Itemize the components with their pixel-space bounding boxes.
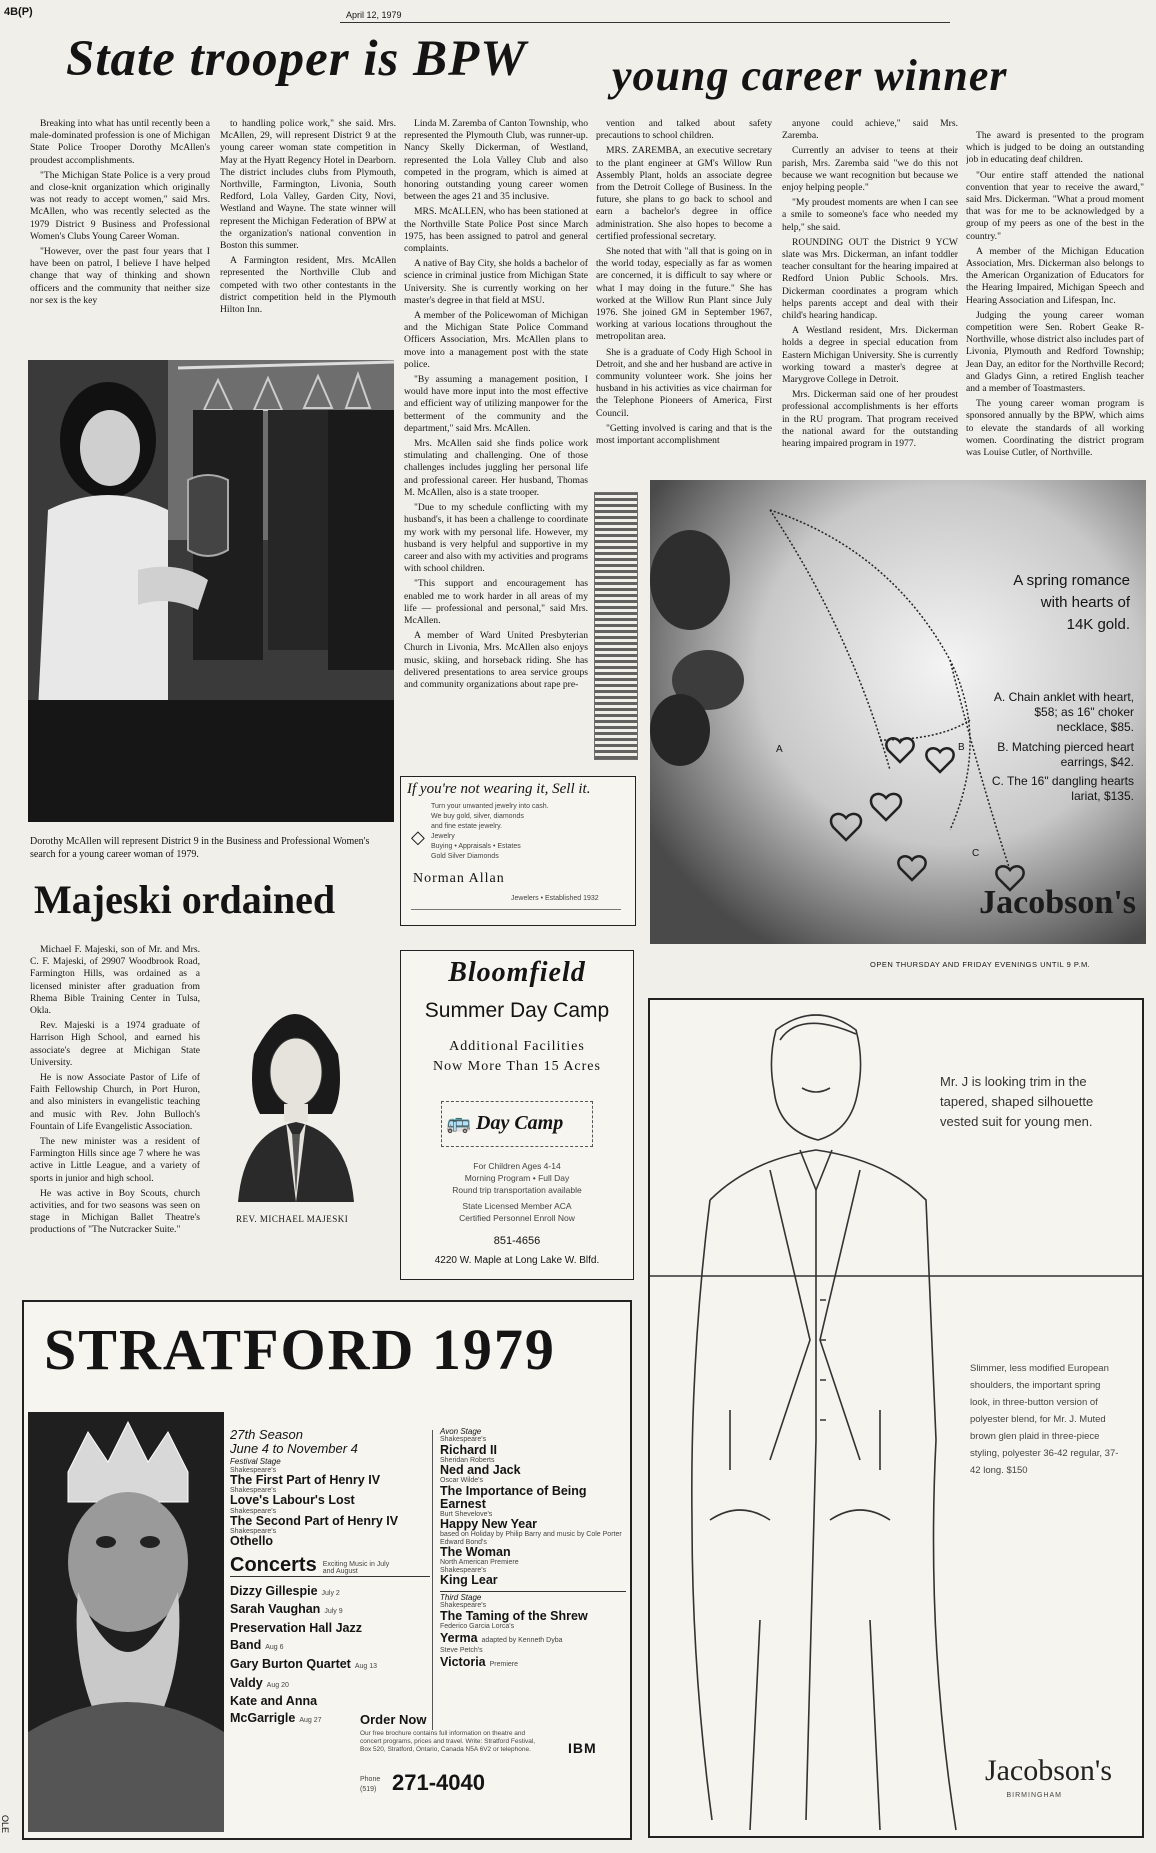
story-paragraph: A native of Bay City, she holds a bachelor of science in criminal justice from Michigan State University. She is currently working on her master's degree in that field at MSU. bbox=[404, 258, 588, 306]
majeski-story bbox=[30, 944, 200, 1284]
jacobsons-suit-ad bbox=[648, 998, 1144, 1838]
norman-ad-name: Norman Allan bbox=[413, 871, 505, 886]
camp-line2: Now More Than 15 Acres bbox=[433, 1059, 601, 1074]
story-paragraph: She is a graduate of Cody High School in Detroit, and she and her husband are active in community volunteer work. She joins her husband in his activities as vice chairman for the Telephone Pioneers of America, First Council. bbox=[596, 346, 772, 419]
norman-ad-footer: Jewelers • Established 1932 bbox=[511, 895, 599, 902]
play-title: Love's Labour's Lost bbox=[230, 1493, 355, 1508]
story-paragraph: Mrs. Dickerman said one of her proudest professional accomplishments is her efforts in the RU program. That program received the national award for the outstanding hearing impaired program in 1977. bbox=[782, 389, 958, 450]
play-note: North American Premiere bbox=[440, 1559, 519, 1567]
story-paragraph: Currently an adviser to teens at their parish, Mrs. Zaremba said "we do this not because we want recognition but because we enjoy helping people." bbox=[782, 145, 958, 194]
play-title: The First Part of Henry IV bbox=[230, 1473, 381, 1488]
majeski-portrait bbox=[224, 984, 368, 1202]
phone-label: Phone bbox=[360, 1776, 381, 1783]
story-paragraph: ROUNDING OUT the District 9 YCW slate was Mrs. Dickerman, an infant toddler teacher consultant for the hearing impaired at Redford Union Public Schools. Mrs. Dickerman coordinates a program which helps parents accept and deal with their child's hearing handicap. bbox=[782, 236, 958, 322]
majeski-paragraph: The new minister was a resident of Farmington Hills since age 7 where he was active in Little League, and a variety of sports in junior and high school. bbox=[30, 1136, 200, 1184]
story-paragraph: A Farmington resident, Mrs. McAllen represented the Northville Club and competed with two other contestants in the district competition held in the Plymouth Hilton Inn. bbox=[220, 255, 396, 316]
concert-date: July 9 bbox=[324, 1608, 343, 1616]
jewelry-brand: Jacobson's bbox=[979, 884, 1136, 921]
camp-address: 4220 W. Maple at Long Lake W. Blfd. bbox=[434, 1255, 600, 1266]
play-author: Shakespeare's bbox=[230, 1507, 277, 1515]
norman-ad-line: Turn your unwanted jewelry into cash. bbox=[431, 803, 549, 810]
jacobsons-jewelry-ad bbox=[650, 480, 1146, 944]
play-author: Burt Shevelove's bbox=[440, 1510, 493, 1518]
concert-item bbox=[230, 1693, 380, 1727]
stratford-dates: June 4 to November 4 bbox=[230, 1440, 358, 1456]
play-note: based on Holiday by Philip Barry and music by Cole Porter bbox=[440, 1531, 622, 1539]
majeski-paragraph: He was active in Boy Scouts, church activities, and for two seasons was seen on stage in Michigan Ballet Theatre's productions of "The Nutcracker Suite." bbox=[30, 1187, 200, 1236]
jewelry-headline-3: 14K gold. bbox=[1066, 616, 1130, 633]
camp-info: Morning Program • Full Day bbox=[464, 1173, 570, 1183]
norman-ad-rule bbox=[411, 909, 621, 910]
concert-name: Valdy bbox=[230, 1675, 263, 1690]
trooper-photo-caption: Dorothy McAllen will represent District 9 in the Business and Professional Women's search for a young career woman of 1979. bbox=[30, 836, 370, 860]
stratford-title: STRATFORD 1979 bbox=[44, 1317, 556, 1382]
concert-item bbox=[230, 1620, 370, 1654]
play-author: Shakespeare's bbox=[230, 1487, 277, 1495]
order-now-label: Order Now bbox=[360, 1712, 427, 1727]
camp-info: For Children Ages 4-14 bbox=[473, 1161, 561, 1171]
story-paragraph: The award is presented to the program which is judged to be doing an outstanding job in educating deaf children. bbox=[966, 130, 1144, 166]
third-stage-label: Third Stage bbox=[440, 1591, 626, 1602]
jewelry-item-b: B. Matching pierced heart earrings, $42. bbox=[997, 740, 1134, 769]
story-paragraph: "My proudest moments are when I can see a smile to someone's face who needed my help," she said. bbox=[782, 197, 958, 233]
bus-icon: 🚌 bbox=[446, 1112, 471, 1134]
jewelry-item-c: C. The 16" dangling hearts lariat, $135. bbox=[991, 774, 1134, 803]
play-author: Oscar Wilde's bbox=[440, 1477, 483, 1485]
diamond-icon: ◇ bbox=[411, 827, 425, 847]
story-column-1 bbox=[30, 118, 210, 358]
story-paragraph: anyone could achieve," said Mrs. Zaremba. bbox=[782, 118, 958, 142]
king-bust-art bbox=[28, 1412, 224, 1832]
camp-line1: Additional Facilities bbox=[449, 1039, 585, 1054]
majeski-paragraph: He is now Associate Pastor of Life of Faith Fellowship Church, in Port Huron, and also ministers in evangelistic teaching and music with Rev. John Bulloch's Fountain of Life Evangelistic Association. bbox=[30, 1072, 200, 1132]
majeski-paragraph: Rev. Majeski is a 1974 graduate of Harrison High School, and earned his associate's degree at Michigan State University. bbox=[30, 1020, 200, 1068]
norman-ad-line: We buy gold, silver, diamonds bbox=[431, 813, 524, 820]
story-paragraph: "This support and encouragement has enabled me to work harder in all areas of my life — professional and personal," said Mrs. McAllen. bbox=[404, 578, 588, 626]
stratford-victoria-line bbox=[440, 1654, 626, 1671]
story-paragraph: "Due to my schedule conflicting with my husband's, it has been a challenge to coordinate my work with my personal life. However, my husband is very helpful and supportive in my career and also with my activities and programs with school children. bbox=[404, 502, 588, 575]
stratford-ad bbox=[22, 1300, 632, 1840]
majeski-caption: REV. MICHAEL MAJESKI bbox=[236, 1214, 349, 1224]
ornament-border bbox=[594, 492, 638, 760]
camp-logo bbox=[441, 1101, 593, 1147]
story-paragraph: "However, over the past four years that I have been on patrol, I believe I have helped change that way of thinking and shown officers and the community that neither size nor sex is the key bbox=[30, 246, 210, 306]
page-date: April 12, 1979 bbox=[346, 10, 402, 20]
story-paragraph: MRS. ZAREMBA, an executive secretary to the plant engineer at GM's Willow Run Assembly Plant, holds an associate degree from the Detroit College of Business. In the future, she plans to go back to school and earn a bachelor's degree in office administration. She also hopes to become a certified professional secretary. bbox=[596, 145, 772, 242]
story-column-4 bbox=[596, 118, 772, 470]
play-author: Federico Garcia Lorca's bbox=[440, 1622, 515, 1630]
camp-phone: 851-4656 bbox=[493, 1235, 541, 1247]
avon-stage-label: Avon Stage bbox=[440, 1427, 482, 1436]
jewelry-label-c: C bbox=[972, 848, 980, 859]
concert-name: Gary Burton Quartet bbox=[230, 1656, 351, 1671]
norman-ad-line: Jewelry bbox=[431, 833, 455, 840]
page-number: 4B(P) bbox=[4, 6, 33, 18]
ibm-logo: IBM bbox=[568, 1740, 597, 1756]
play-author: Shakespeare's bbox=[440, 1566, 487, 1574]
jewelry-label-a: A bbox=[776, 744, 783, 755]
camp-title: Summer Day Camp bbox=[424, 999, 610, 1022]
play-title: The Woman bbox=[440, 1545, 511, 1560]
story-paragraph: "By assuming a management position, I would have more input into the most effective and efficient way of utilizing manpower for the betterment of the community and the department," said Mrs. McAllen. bbox=[404, 374, 588, 434]
story-paragraph: "Our entire staff attended the national convention that year to receive the award," said Mrs. Dickerman. "What a proud moment that was for me to be acknowledged by a group of my peers as one of the best in the country." bbox=[966, 169, 1144, 242]
play-author: Steve Petch's bbox=[440, 1647, 483, 1655]
concert-date: Aug 27 bbox=[299, 1717, 322, 1725]
jewelry-headline-1: A spring romance bbox=[1013, 572, 1130, 589]
concert-date: Aug 6 bbox=[265, 1643, 284, 1651]
story-paragraph: to handling police work," she said. Mrs. McAllen, 29, will represent District 9 at the young career woman state competition in May at the Hyatt Regency Hotel in Dearborn. The district includes clubs from Plymouth, Northville, Farmington, Livonia, South Redford, Lola Valley, Garden City, Novi, Westland and Wayne. The state winner will represent the Michigan Federation of BPW at the organization's national convention in Boston this summer. bbox=[220, 118, 396, 252]
concert-date: July 2 bbox=[321, 1589, 340, 1597]
norman-ad-heading: If you're not wearing it, Sell it. bbox=[407, 781, 591, 797]
side-number: OLE bbox=[0, 1815, 10, 1834]
trooper-photo-art bbox=[28, 360, 394, 822]
story-paragraph: A member of the Michigan Education Association, Mrs. Dickerman also belongs to the American Organization of Educators for the Hearing Impaired, Michigan Speech and Hearing Association and Lifespan, Inc. bbox=[966, 245, 1144, 306]
phone-number: 271-4040 bbox=[392, 1770, 485, 1795]
suit-brand: Jacobson's bbox=[984, 1754, 1112, 1787]
story-paragraph: She noted that with "all that is going on in the world today, especially as far as women are concerned, it is difficult to say where or what I may doing in the future." She has worked at the Willow Run Plant since July 1976. She joined GM in September 1967, working at various locations throughout the metropolitan area. bbox=[596, 246, 772, 343]
concert-name: Sarah Vaughan bbox=[230, 1602, 321, 1617]
suit-sub: BIRMINGHAM bbox=[1006, 1792, 1062, 1799]
story-paragraph: "The Michigan State Police is a very proud and close-knit organization which originally was not ready to accept women," said Mrs. McAllen, who was recently selected as the 1979 District 9 Business and Professional Women's Clubs Young Career Woman. bbox=[30, 169, 210, 242]
camp-brand: Bloomfield bbox=[448, 957, 586, 988]
concerts-header bbox=[230, 1555, 430, 1577]
header-rule bbox=[340, 22, 950, 23]
stratford-season: 27th Season bbox=[230, 1427, 304, 1442]
festival-stage-label: Festival Stage bbox=[230, 1457, 281, 1467]
play-title: Ned and Jack bbox=[440, 1463, 521, 1478]
play-title: Othello bbox=[230, 1534, 274, 1549]
story-paragraph: vention and talked about safety precautions to school children. bbox=[596, 118, 772, 142]
play-title: Richard II bbox=[440, 1442, 497, 1457]
play-author: Shakespeare's bbox=[230, 1466, 277, 1474]
play-title: Victoria bbox=[440, 1655, 486, 1670]
play-note: adapted by Kenneth Dyba bbox=[481, 1637, 563, 1645]
story-column-5 bbox=[782, 118, 958, 470]
concert-date: Aug 13 bbox=[354, 1662, 378, 1670]
camp-logo-text: Day Camp bbox=[476, 1112, 564, 1134]
majeski-paragraph: Michael F. Majeski, son of Mr. and Mrs. C. F. Majeski, of 29907 Woodbrook Road, Farmington Hills, was ordained as a licensed minister after graduation from Rhema Bible Training Center in Tulsa, Okla. bbox=[30, 944, 200, 1017]
play-author: Edward Bond's bbox=[440, 1538, 487, 1546]
story-paragraph: MRS. McALLEN, who has been stationed at the Northville State Police Post since March 1975, has been assigned to patrol and general complaints. bbox=[404, 206, 588, 255]
story-paragraph: Breaking into what has until recently been a male-dominated profession is one of Michigan State Police Trooper Dorothy McAllen's proudest accomplishments. bbox=[30, 118, 210, 166]
jewelry-label-b: B bbox=[958, 742, 965, 753]
jewelry-item-a: A. Chain anklet with heart, $58; as 16" choker necklace, $85. bbox=[993, 690, 1134, 734]
concert-name: Kate and Anna McGarrigle bbox=[230, 1694, 318, 1726]
concert-name: Dizzy Gillespie bbox=[230, 1583, 318, 1598]
camp-info: Round trip transportation available bbox=[452, 1185, 582, 1195]
bloomfield-camp-ad bbox=[400, 950, 634, 1280]
concert-item bbox=[230, 1656, 430, 1673]
concert-item bbox=[230, 1675, 430, 1692]
play-author: Shakespeare's bbox=[440, 1602, 487, 1610]
story-paragraph: The young career woman program is sponsored annually by the BPW, which aims to elevate the standards of all working women. Coordinating the district program was Louise Cutler, of Northville. bbox=[966, 398, 1144, 459]
majeski-headline: Majeski ordained bbox=[34, 877, 336, 922]
camp-info: Certified Personnel Enroll Now bbox=[459, 1213, 575, 1223]
play-author: Shakespeare's bbox=[440, 1436, 487, 1444]
play-title: The Importance of Being Earnest bbox=[440, 1483, 587, 1511]
concert-name: Preservation Hall Jazz Band bbox=[230, 1621, 363, 1652]
stratford-yerma-line bbox=[440, 1630, 626, 1647]
majeski-portrait-art bbox=[224, 984, 368, 1202]
stratford-divider bbox=[432, 1430, 433, 1730]
story-paragraph: "Getting involved is caring and that is the most important accomplishment bbox=[596, 422, 772, 447]
story-column-2 bbox=[220, 118, 396, 358]
play-note: Premiere bbox=[489, 1661, 519, 1669]
norman-ad-line: and fine estate jewelry. bbox=[431, 823, 503, 830]
play-title: King Lear bbox=[440, 1572, 498, 1587]
main-headline-part1: State trooper is BPW bbox=[66, 31, 527, 87]
story-paragraph: A Westland resident, Mrs. Dickerman holds a degree in special education from Eastern Michigan University. She is currently working toward a master's degree at Marygrove College in Detroit. bbox=[782, 325, 958, 386]
concerts-note: Exciting Music in July and August bbox=[322, 1560, 390, 1576]
stratford-festival-column bbox=[230, 1428, 430, 1729]
stratford-avon-column bbox=[440, 1428, 626, 1671]
play-title: Happy New Year bbox=[440, 1517, 538, 1532]
suit-body: Slimmer, less modified European shoulders, the important spring look, in three-button version of polyester blend, for Mr. J. Muted brown glen plaid in three-piece styling, polyester 36-42 regular, 37-42 long. $150 bbox=[970, 1363, 1119, 1476]
jewelry-headline-2: with hearts of bbox=[1040, 594, 1130, 611]
concert-item bbox=[230, 1601, 430, 1618]
story-column-6 bbox=[966, 130, 1144, 470]
suit-copy: Mr. J is looking trim in the tapered, shaped silhouette vested suit for young men. bbox=[940, 1074, 1094, 1129]
story-paragraph: A member of the Policewoman of Michigan and the Michigan State Police Command Officers Association, Mrs. McAllen plans to move into a management post with the state police. bbox=[404, 310, 588, 370]
play-author: Sheridan Roberts bbox=[440, 1456, 495, 1464]
main-headline-part2: young career winner bbox=[612, 51, 1008, 100]
story-paragraph: A member of Ward United Presbyterian Church in Livonia, Mrs. McAllen also enjoys music, skiing, and horseback riding. She has delivered presentations to area service groups and community organizations about rape pre- bbox=[404, 630, 588, 690]
norman-allan-ad bbox=[400, 776, 636, 926]
norman-ad-line: Gold Silver Diamonds bbox=[431, 853, 499, 860]
story-paragraph: Judging the young career woman competition were Sen. Robert Geake R-Northville, whose district also includes part of Livonia, Plymouth and Redford Township; Jean Day, an editor for the Northville Record; and Gladys Ginn, a retired English teacher and a member of Toastmasters. bbox=[966, 309, 1144, 395]
concert-date: Aug 20 bbox=[266, 1681, 289, 1689]
camp-info: State Licensed Member ACA bbox=[462, 1201, 572, 1211]
story-column-3 bbox=[404, 118, 588, 768]
play-title: Yerma bbox=[440, 1631, 478, 1646]
play-title: The Taming of the Shrew bbox=[440, 1608, 588, 1623]
trooper-photo bbox=[28, 360, 394, 822]
norman-ad-line: Buying • Appraisals • Estates bbox=[431, 843, 521, 850]
concerts-label: Concerts bbox=[230, 1553, 317, 1576]
play-author: Shakespeare's bbox=[230, 1528, 277, 1536]
play-title: The Second Part of Henry IV bbox=[230, 1513, 399, 1528]
story-paragraph: Mrs. McAllen said she finds police work stimulating and challenging. One of those challenges includes juggling her personal life and professional career. Her husband, Thomas M. McAllen, also is a state trooper. bbox=[404, 438, 588, 498]
jewelry-hours: OPEN THURSDAY AND FRIDAY EVENINGS UNTIL 9 P.M. bbox=[870, 960, 1091, 969]
story-paragraph: Linda M. Zaremba of Canton Township, who represented the Plymouth Club, was runner-up. Nancy Skelly Dickerman, of Westland, represented the Lola Valley Club and also competed in the program, which is aimed at honoring outstanding young career women between the ages 21 and 35 inclusive. bbox=[404, 118, 588, 203]
order-text: Our free brochure contains full information on theatre and concert programs, prices and travel. Write: Stratford Festival, Box 520, Stratford, Ontario, Canada N5A 6V2 or telephone. bbox=[360, 1730, 536, 1753]
concert-item bbox=[230, 1583, 430, 1600]
phone-area: (519) bbox=[360, 1786, 377, 1793]
